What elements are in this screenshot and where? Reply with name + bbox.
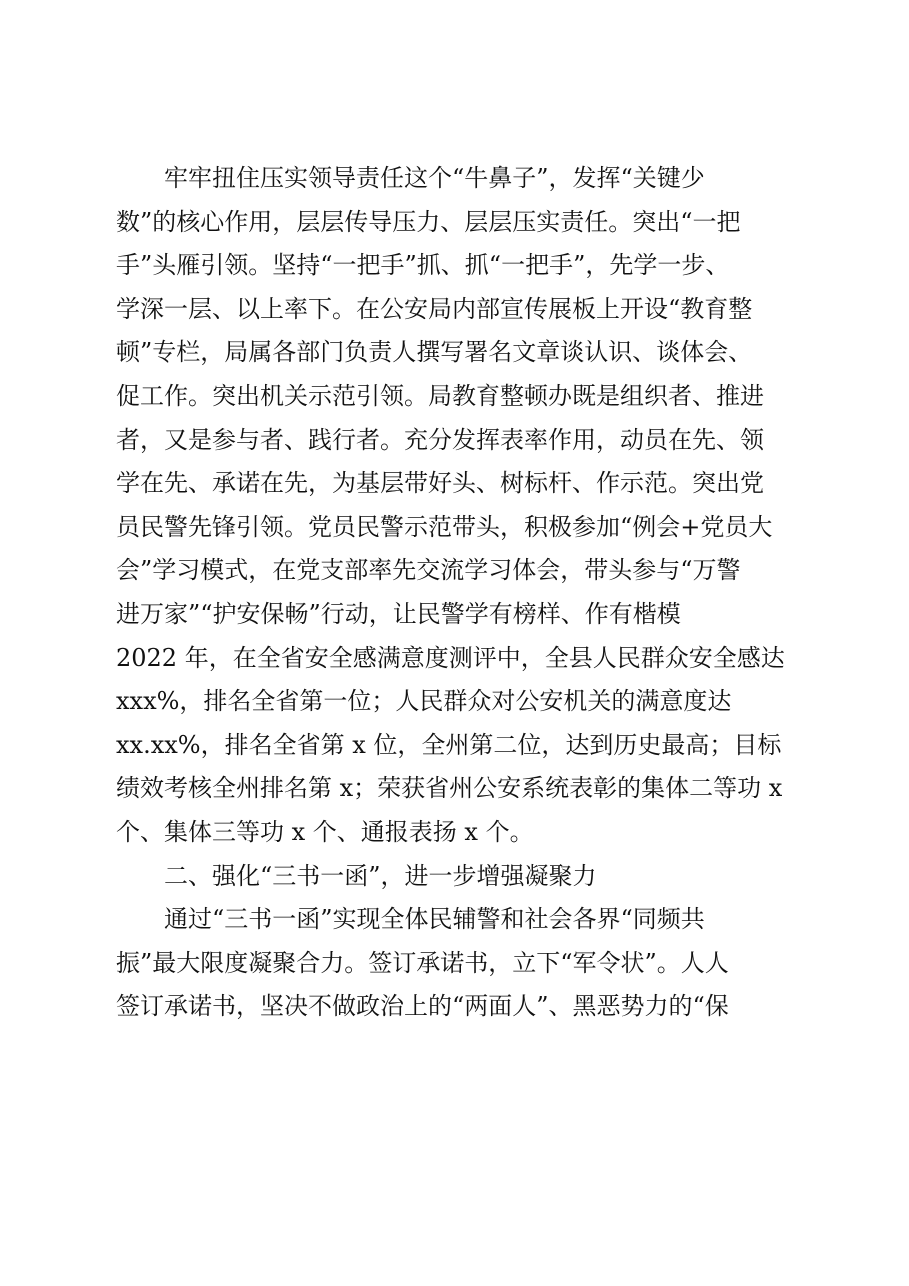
document-line: xxx%，排名全省第一位；人民群众对公安机关的满意度达 <box>116 687 732 716</box>
document-line: 牢牢扭住压实领导责任这个“牛鼻子”，发挥“关键少 <box>116 164 705 192</box>
document-line: 个、集体三等功 x 个、通报表扬 x 个。 <box>116 818 534 846</box>
document-line: 通过“三书一函”实现全体民辅警和社会各界“同频共 <box>116 905 705 934</box>
document-line: xx.xx%，排名全省第 x 位，全州第二位，达到历史最高；目标 <box>116 730 782 759</box>
document-line: 振”最大限度凝聚合力。签订承诺书，立下“军令状”。人人 <box>116 948 729 977</box>
document-line: 2022 年，在全省安全感满意度测评中，全县人民群众安全感达 <box>116 643 785 672</box>
document-line: 进万家”“护安保畅”行动，让民警学有榜样、作有楷模 <box>116 600 681 628</box>
document-line: 者，又是参与者、践行者。充分发挥表率作用，动员在先、领 <box>116 425 764 454</box>
document-line: 学深一层、以上率下。在公安局内部宣传展板上开设“教育整 <box>116 294 753 323</box>
document-line: 顿”专栏，局属各部门负责人撰写署名文章谈认识、谈体会、 <box>116 338 753 367</box>
document-line: 学在先、承诺在先，为基层带好头、树标杆、作示范。突出党 <box>116 469 764 498</box>
document-line: 会”学习模式，在党支部率先交流学习体会，带头参与“万警 <box>116 556 741 585</box>
document-line: 二、强化“三书一函”，进一步增强凝聚力 <box>116 861 597 890</box>
document-line: 员民警先锋引领。党员民警示范带头，积极参加“例会+党员大 <box>116 512 773 541</box>
document-line: 促工作。突出机关示范引领。局教育整顿办既是组织者、推进 <box>116 382 764 410</box>
document-line: 签订承诺书，坚决不做政治上的“两面人”、黑恶势力的“保 <box>116 992 729 1021</box>
document-line: 绩效考核全州排名第 x；荣获省州公安系统表彰的集体二等功 x <box>116 774 783 803</box>
document-line: 手”头雁引领。坚持“一把手”抓、抓“一把手”，先学一步、 <box>116 251 730 280</box>
document-line: 数”的核心作用，层层传导压力、层层压实责任。突出“一把 <box>116 207 741 236</box>
